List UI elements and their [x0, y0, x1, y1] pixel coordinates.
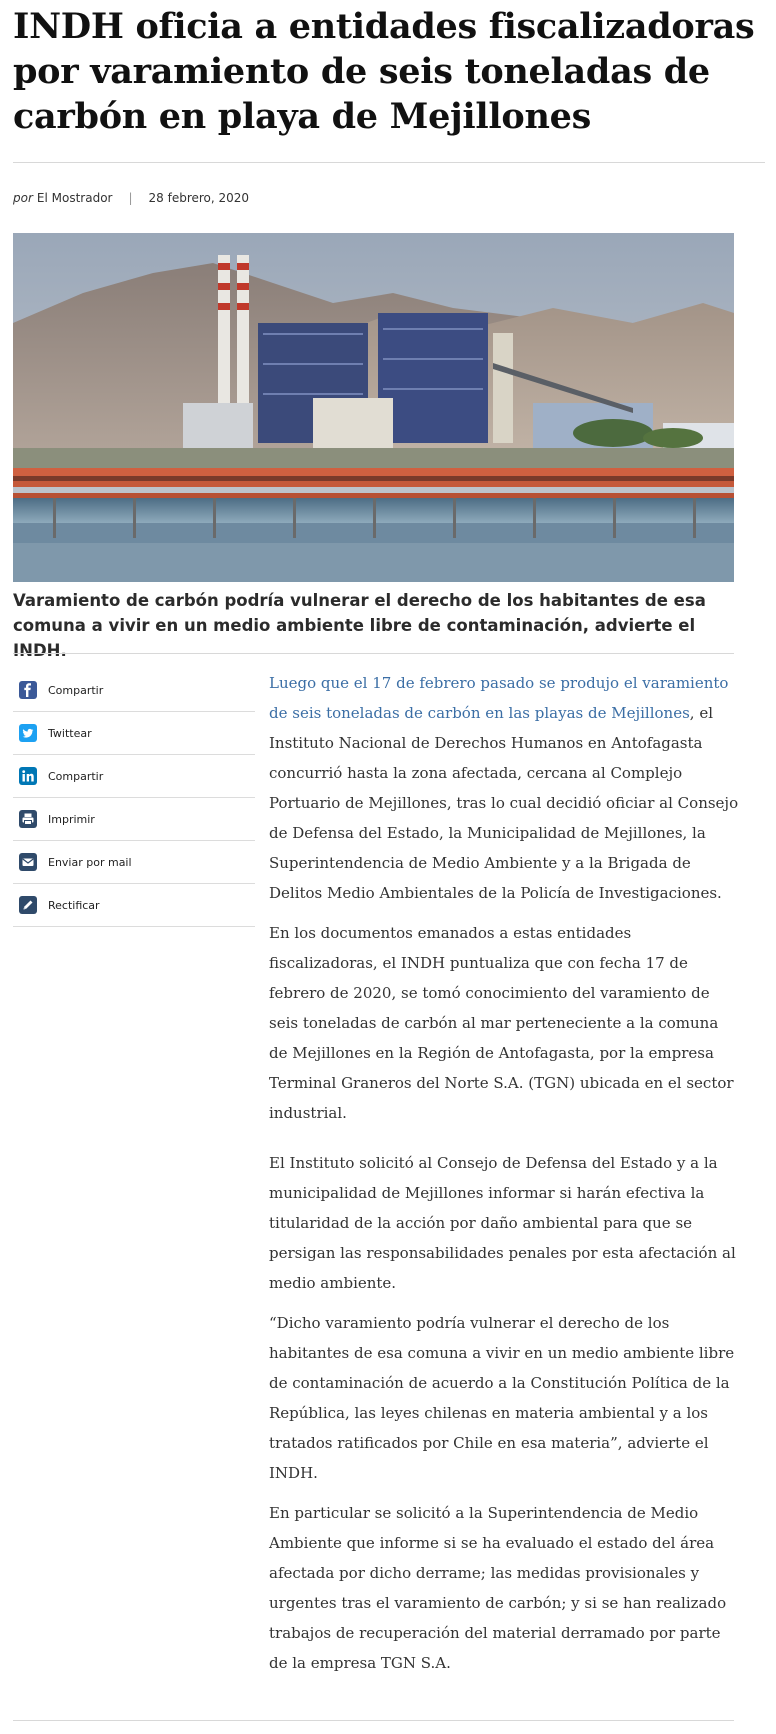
byline-separator: |: [128, 191, 133, 205]
twitter-icon: [18, 723, 38, 743]
print-button[interactable]: [13, 798, 255, 841]
byline-date: 28 febrero, 2020: [148, 191, 250, 205]
article-headline: INDH oficia a entidades fiscalizadoras por varamiento de seis toneladas de carbón en playa de Mejillones: [13, 6, 755, 137]
email-share-label: Enviar por mail: [48, 855, 132, 869]
share-facebook-button[interactable]: [13, 669, 255, 712]
paragraph-3: El Instituto solicitó al Consejo de Defensa del Estado y a la municipalidad de Mejillones informar si harán efectiva la titularidad de la acción por daño ambiental para que se persigan las responsabilidades penales por esta afectación al medio ambiente.: [269, 1154, 736, 1292]
rectify-button[interactable]: [13, 884, 255, 927]
share-linkedin-button[interactable]: [13, 755, 255, 798]
edit-icon: [18, 895, 38, 915]
paragraph-5: En particular se solicitó a la Superintendencia de Medio Ambiente que informe si se ha evaluado el estado del área afectada por dicho derrame; las medidas provisionales y urgentes tras el varamiento de carbón; y si se han realizado trabajos de recuperación del material derramado por parte de la empresa TGN S.A.: [269, 1504, 727, 1672]
lead-link[interactable]: Luego que el 17 de febrero pasado se produjo el varamiento de seis toneladas de carbón en las playas de Mejillones: [269, 674, 729, 722]
share-twitter-button[interactable]: [13, 712, 255, 755]
article-body: [269, 668, 739, 1678]
facebook-icon: [18, 680, 38, 700]
share-linkedin-label: Compartir: [48, 769, 104, 783]
article-hero-image: [13, 233, 734, 582]
mail-icon: [18, 852, 38, 872]
share-facebook-label: Compartir: [48, 683, 104, 697]
byline-prefix: por: [13, 191, 33, 205]
print-label: Imprimir: [48, 812, 95, 826]
share-twitter-label: Twittear: [48, 726, 92, 740]
print-icon: [18, 809, 38, 829]
email-share-button[interactable]: [13, 841, 255, 884]
paragraph-4: “Dicho varamiento podría vulnerar el derecho de los habitantes de esa comuna a vivir en un medio ambiente libre de contaminación de acuerdo a la Constitución Política de la República, las leyes chilenas en materia ambiental y a los tratados ratificados por Chile en esa materia”, advierte el INDH.: [269, 1314, 735, 1482]
linkedin-icon: [18, 766, 38, 786]
caption-divider: [13, 653, 734, 654]
bottom-divider: [13, 1720, 734, 1721]
paragraph-2: En los documentos emanados a estas entidades fiscalizadoras, el INDH puntualiza que con fecha 17 de febrero de 2020, se tomó conocimiento del varamiento de seis toneladas de carbón al mar perteneciente a la comuna de Mejillones en la Región de Antofagasta, por la empresa Terminal Graneros del Norte S.A. (TGN) ubicada en el sector industrial.: [269, 924, 734, 1122]
byline-author[interactable]: El Mostrador: [36, 191, 113, 205]
image-caption: Varamiento de carbón podría vulnerar el derecho de los habitantes de esa comuna a vivir en un medio ambiente libre de contaminación, advierte el INDH.: [13, 591, 706, 660]
paragraph-1-text: , el Instituto Nacional de Derechos Humanos en Antofagasta concurrió hasta la zona afectada, cercana al Complejo Portuario de Mejillones, tras lo cual decidió oficiar al Consejo de Defensa del Estado, la Municipalidad de Mejillones, la Superintendencia de Medio Ambiente y a la Brigada de Delitos Medio Ambientales de la Policía de Investigaciones.: [269, 704, 739, 902]
rectify-label: Rectificar: [48, 898, 100, 912]
share-sidebar: [13, 669, 255, 927]
headline-divider: [13, 162, 765, 163]
paragraph-1: [269, 668, 739, 908]
byline: [13, 189, 249, 207]
